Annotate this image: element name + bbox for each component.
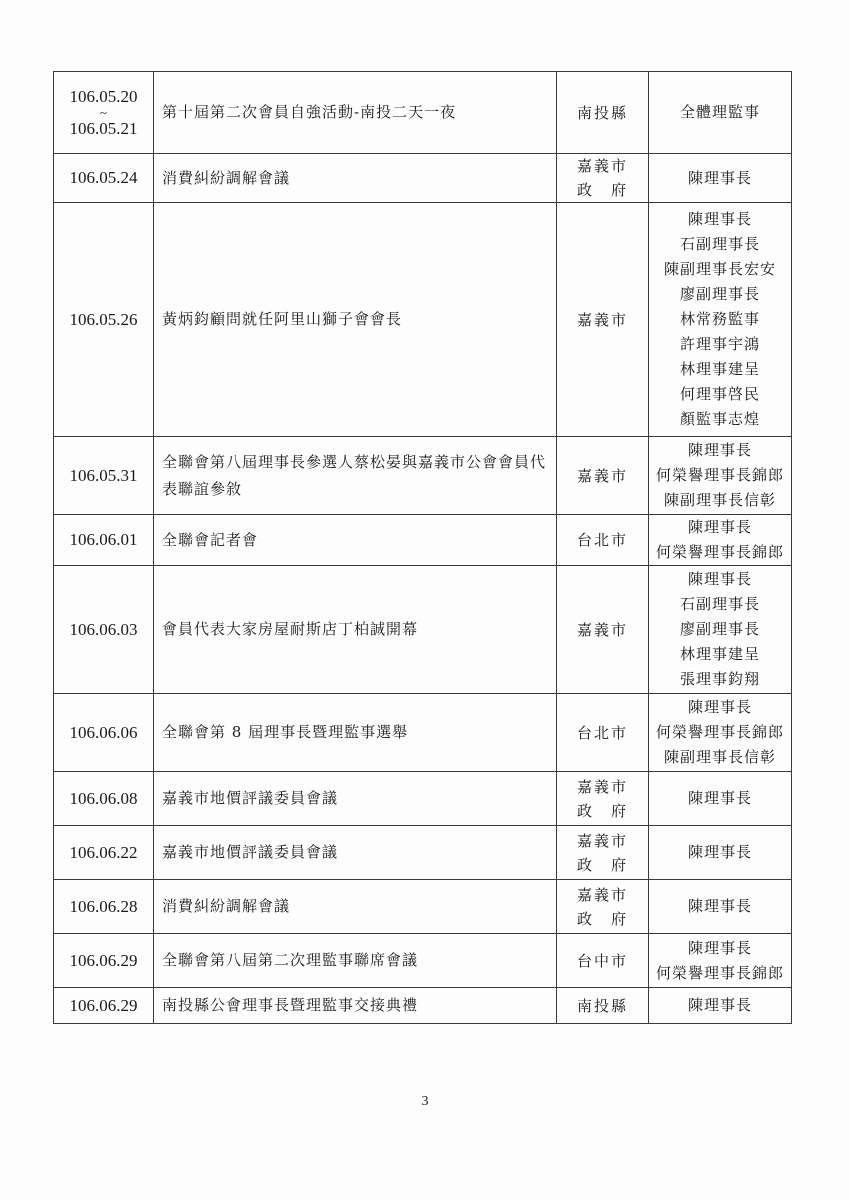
table-row: [54, 437, 792, 515]
event-cell: 消費糾紛調解會議: [154, 880, 557, 934]
location-cell: [557, 772, 649, 826]
attendee-line: 陳理事長: [687, 168, 752, 187]
date-cell: [54, 826, 154, 880]
date-cell: [54, 988, 154, 1024]
location-line: 台中市: [576, 951, 628, 970]
location-line: 嘉義市: [576, 885, 628, 904]
event-cell: 南投縣公會理事長暨理監事交接典禮: [154, 988, 557, 1024]
attendee-line: 廖副理事長: [679, 285, 760, 303]
event-cell: 嘉義市地價評議委員會議: [154, 826, 557, 880]
date-line: 106.06.29: [69, 950, 138, 970]
location-line: 嘉義市: [576, 831, 628, 850]
table-row: [54, 880, 792, 934]
location-cell: [557, 566, 649, 694]
location-line: 政 府: [576, 855, 628, 874]
date-line: 106.05.31: [69, 465, 138, 485]
location-line: 台北市: [576, 531, 628, 549]
attendee-line: 顏監事志煌: [679, 410, 760, 428]
table-row: [54, 566, 792, 694]
attendees-cell: [649, 566, 792, 694]
location-line: 台北市: [576, 723, 628, 742]
location-cell: [557, 934, 649, 988]
date-cell: [54, 880, 154, 934]
date-cell: [54, 934, 154, 988]
event-cell: 會員代表大家房屋耐斯店丁柏誠開幕: [154, 566, 557, 694]
attendees-cell: [649, 988, 792, 1024]
attendee-line: 何榮譽理事長錦郎: [655, 963, 784, 982]
attendees-cell: [649, 154, 792, 203]
date-line: 106.06.01: [69, 530, 138, 549]
attendee-line: 何榮譽理事長錦郎: [655, 723, 784, 741]
attendee-line: 陳理事長: [687, 698, 752, 716]
location-line: 南投縣: [576, 103, 628, 122]
date-line: 106.05.24: [69, 168, 138, 187]
attendee-line: 林常務監事: [679, 310, 760, 328]
attendee-line: 陳理事長: [687, 518, 752, 536]
location-cell: [557, 203, 649, 437]
date-line: 106.05.21: [69, 118, 138, 138]
attendees-cell: [649, 826, 792, 880]
location-cell: [557, 154, 649, 203]
attendee-line: 何榮譽理事長錦郎: [655, 466, 784, 484]
location-cell: [557, 694, 649, 772]
date-line: 106.05.26: [69, 309, 138, 329]
event-cell: 黃炳鈞顧問就任阿里山獅子會會長: [154, 203, 557, 437]
date-line: 106.05.20: [69, 86, 138, 106]
attendee-line: 陳理事長: [687, 897, 752, 915]
location-line: 政 府: [576, 181, 628, 199]
date-cell: [54, 694, 154, 772]
event-cell: 全聯會第八屆第二次理監事聯席會議: [154, 934, 557, 988]
location-cell: [557, 880, 649, 934]
attendee-line: 廖副理事長: [679, 620, 760, 638]
date-line: 106.06.22: [69, 842, 138, 862]
attendee-line: 陳理事長: [687, 210, 752, 228]
attendee-line: 石副理事長: [679, 235, 760, 253]
table-row: [54, 203, 792, 437]
date-cell: [54, 154, 154, 203]
table-row: [54, 826, 792, 880]
location-line: 嘉義市: [576, 157, 628, 175]
attendee-line: 陳副理事長信彰: [663, 748, 776, 766]
table-row: [54, 154, 792, 203]
attendee-line: 全體理監事: [679, 103, 760, 121]
attendees-cell: [649, 437, 792, 515]
table-row: [54, 694, 792, 772]
table-row: [54, 988, 792, 1024]
date-line: 106.06.29: [69, 995, 138, 1015]
table-row: [54, 772, 792, 826]
date-cell: [54, 515, 154, 566]
attendees-cell: [649, 772, 792, 826]
location-line: 政 府: [576, 801, 628, 820]
table-row: [54, 515, 792, 566]
attendee-line: 陳理事長: [687, 843, 752, 861]
attendees-cell: [649, 694, 792, 772]
attendees-cell: [649, 515, 792, 566]
attendee-line: 許理事宇鴻: [679, 335, 760, 353]
activity-table: [53, 71, 792, 1024]
date-line: 106.06.03: [69, 619, 138, 639]
date-cell: [54, 203, 154, 437]
event-cell: 消費糾紛調解會議: [154, 154, 557, 203]
attendees-cell: [649, 934, 792, 988]
attendee-line: 何理事啓民: [679, 385, 760, 403]
location-line: 嘉義市: [576, 310, 628, 329]
attendee-line: 陳理事長: [687, 938, 752, 957]
location-cell: [557, 515, 649, 566]
location-line: 嘉義市: [576, 466, 628, 485]
attendee-line: 林理事建呈: [679, 645, 760, 663]
date-line: 106.06.06: [69, 722, 138, 742]
location-cell: [557, 437, 649, 515]
attendee-line: 林理事建呈: [679, 360, 760, 378]
attendee-line: 陳理事長: [687, 996, 752, 1014]
page-number: 3: [421, 1094, 429, 1109]
attendee-line: 陳理事長: [687, 789, 752, 807]
date-line: 106.06.08: [69, 788, 138, 808]
date-cell: [54, 566, 154, 694]
attendee-line: 陳副理事長信彰: [663, 491, 776, 509]
date-cell: [54, 772, 154, 826]
location-cell: [557, 72, 649, 154]
attendee-line: 陳副理事長宏安: [663, 260, 776, 278]
attendees-cell: [649, 880, 792, 934]
event-cell: 嘉義市地價評議委員會議: [154, 772, 557, 826]
date-line: 106.06.28: [69, 896, 138, 916]
location-line: 嘉義市: [576, 777, 628, 796]
location-cell: [557, 988, 649, 1024]
table-row: [54, 934, 792, 988]
date-cell: [54, 437, 154, 515]
event-cell: 全聯會第八屆理事長參選人蔡松晏與嘉義市公會會員代表聯誼參敘: [154, 437, 557, 515]
attendees-cell: [649, 203, 792, 437]
date-line: ~: [99, 104, 108, 120]
location-line: 嘉義市: [576, 620, 628, 639]
location-line: 南投縣: [576, 996, 628, 1015]
attendee-line: 陳理事長: [687, 570, 752, 588]
attendee-line: 張理事鈞翔: [679, 670, 760, 688]
date-cell: [54, 72, 154, 154]
attendee-line: 石副理事長: [679, 595, 760, 613]
attendees-cell: [649, 72, 792, 154]
table-body: [54, 72, 792, 1024]
attendee-line: 陳理事長: [687, 441, 752, 459]
location-line: 政 府: [576, 909, 628, 928]
table-row: [54, 72, 792, 154]
event-cell: 全聯會記者會: [154, 515, 557, 566]
location-cell: [557, 826, 649, 880]
attendee-line: 何榮譽理事長錦郎: [655, 543, 784, 561]
event-cell: 全聯會第 8 屆理事長暨理監事選舉: [154, 694, 557, 772]
event-cell: 第十屆第二次會員自強活動-南投二天一夜: [154, 72, 557, 154]
